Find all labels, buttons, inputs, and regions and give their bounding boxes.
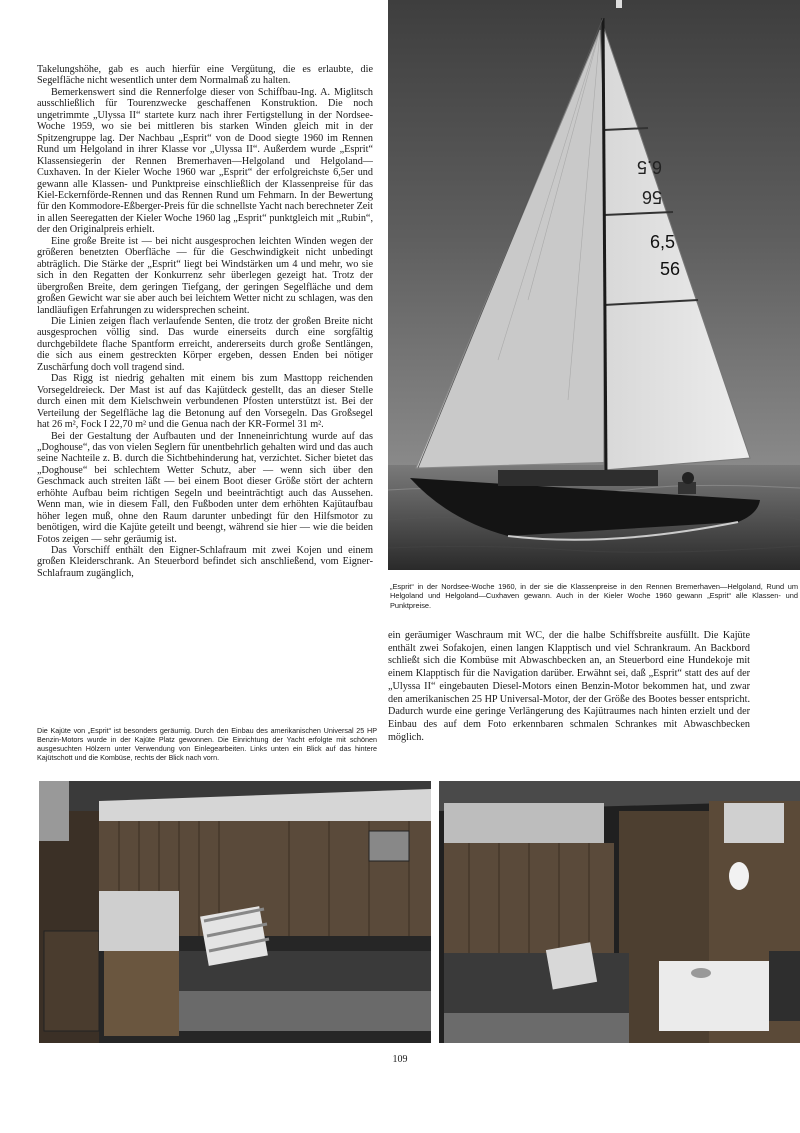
article-paragraph: Das Vorschiff enthält den Eigner-Schlafraum mit zwei Kojen und einem großen Kleiderschrank. An Steuerbord befindet sich anschließend, vom Eigner-Schlafraum zugänglich, xyxy=(37,545,373,579)
article-text-left-column xyxy=(37,64,373,579)
article-paragraph: Die Linien zeigen flach verlaufende Senten, die trotz der großen Breite nicht ausgesprochen völlig sind. Das wurde einerseits durch eine sorgfältig durchgebildete flache Spantform erreicht, andererseits durch große Sentlängen, die sich aus einem gestreckten Körper ergeben, dessen Enden bei nötiger Zuschärfung doch voll tragend sind. xyxy=(37,315,373,373)
interior-photos-caption: Die Kajüte von „Esprit“ ist besonders geräumig. Durch den Einbau des amerikanischen Universal 25 HP Benzin-Motors wurde in der Kajüte Platz gewonnen. Die Einrichtung der Yacht erfolgte mit schönen ausgesuchten Hölzern unter Verwendung von Einlegearbeiten. Links unten ein Blick auf das hintere Kajütschott und die Kombüse, rechts der Blick nach vorn. xyxy=(37,726,377,762)
article-text-right-column xyxy=(388,630,750,744)
article-paragraph: Bemerkenswert sind die Rennerfolge dieser von Schiffbau-Ing. A. Miglitsch ausschließlich für Tourenzwecke geschaffenen Konstruktion. Die noch ungetrimmte „Ulyssa II“ startete kurz nach ihrer Fertigstellung in der Nordsee-Woche 1959, wo sie bei mittleren bis starken Winden gleich mit in der Spitzengruppe lag. Der Nachbau „Esprit“ von de Dood siegte 1960 im Rennen Rund um Helgoland in ihrer Klasse vor „Ulyssa II“. Außerdem wurde „Esprit“ Klassensiegerin der Rennen Bremerhaven—Helgoland und Helgoland—Cuxhaven. In der Kieler Woche 1960 war „Esprit“ der erfolgreichste 6,5er und gewann alle Klassen- und Punktpreise einschließlich der Klassenpreise für das Kiel-Eckernförde-Rennen und das Rennen Rund um Fehmarn. In der Bewertung für den Kommodore-Eßberger-Preis für die schnellste Yacht nach berechneter Zeit in allen Seeregatten der Kieler Woche 1960 lag „Esprit“ punktgleich mit „Rubin“, der den Originalpreis erhielt. xyxy=(37,86,373,236)
page-number: 109 xyxy=(392,1054,408,1065)
article-paragraph: Bei der Gestaltung der Aufbauten und der Inneneinrichtung wurde auf das „Doghouse“, das von vielen Seglern für unentbehrlich gehalten wird und das auch seine Nachteile z. B. durch die Sichtbehinderung hat, verzichtet. Sicher bietet das „Doghouse“ bei schlechtem Wetter Schutz, aber — wenn sich über den Geschmack auch streiten läßt — bei einem Boot dieser Größe stört der achtern erhöhte Aufbau beim richtigen Segeln und beeinträchtigt auch das Aussehen. Wenn man, wie in diesem Fall, den Fußboden unter dem erhöhten Kajütaufbau höher legen muß, ohne den Raum darunter unbedingt für den Hilfsmotor zu benötigen, wird die Kajüte geteilt und beengt, während sie hier — wie die beiden Fotos zeigen — sehr geräumig ist. xyxy=(37,430,373,545)
sailing-yacht-photo xyxy=(388,0,800,570)
article-paragraph-continuation: ein geräumiger Waschraum mit WC, der die halbe Schiffsbreite ausfüllt. Die Kajüte enthält zwei Sofakojen, einen langen Klapptisch und viel Schrankraum. An Backbord schließt sich die Kombüse mit Abwaschbecken an, an Steuerbord eine Hundekoje mit einem Klapptisch für die Navigation darüber. Erwähnt sei, daß „Esprit“ statt des auf der „Ulyssa II“ eingebauten Diesel-Motors einen Benzin-Motor bekommen hat, und zwar den amerikanischen 25 HP Universal-Motor, der der Größe des Bootes besser entspricht. Dadurch wurde eine geringe Verlängerung des Kajütraumes nach hinten erzielt und der Einbau des auf dem Foto erkennbaren schmalen Schrankes mit Abwaschbecken möglich. xyxy=(388,630,750,743)
cabin-saloon-photo xyxy=(439,781,800,1043)
article-paragraph: Eine große Breite ist — bei nicht ausgesprochen leichten Winden wegen der größeren benetzten Oberfläche — für die Geschwindigkeit nicht unbedingt abträglich. Die Stärke der „Esprit“ liegt bei Windstärken um 4 und mehr, wo sie sich in den Regatten der Konkurrenz sehr überlegen gezeigt hat. Trotz der übergroßen Breite, dem geringen Tiefgang, der geringen Segelfläche und dem großen Gewicht war sie aber auch bei leichtem Wetter nicht zu schlagen, was den landläufigen Erfahrungen zu widersprechen scheint. xyxy=(37,235,373,316)
sail-number-reversed-number: 56 xyxy=(641,187,662,207)
article-paragraph: Takelungshöhe, gab es auch hierfür eine Vergütung, die es erlaubte, die Segelfläche nicht wesentlich unter dem Normalmaß zu halten. xyxy=(37,64,373,87)
article-paragraph: Das Rigg ist niedrig gehalten mit einem bis zum Masttopp reichenden Vorsegeldreieck. Der Mast ist auf das Kajütdeck gestellt, das an dieser Stelle durch einen mit dem Kielschwein verbundenen Pfosten unterstützt ist. Bei der Verteilung der Segelfläche lag die Betonung auf den Vorsegeln. Das Großsegel hat 26 m², Fock I 22,70 m² und die Genua nach der KR-Formel 31 m². xyxy=(37,373,373,431)
sail-number-class: 6,5 xyxy=(650,232,676,252)
sail-number-reversed-class: 6.5 xyxy=(636,157,662,177)
sailing-photo-caption: „Esprit“ in der Nordsee-Woche 1960, in der sie die Klassenpreise in den Rennen Bremerhaven—Helgoland, Rund um Helgoland und Helgoland—Cuxhaven gewann. Auch in der Kieler Woche 1960 gewann „Esprit“ alle Klassen- und Punktpreise. xyxy=(390,582,798,610)
cabin-galley-photo xyxy=(39,781,431,1043)
sail-number: 56 xyxy=(660,259,681,279)
